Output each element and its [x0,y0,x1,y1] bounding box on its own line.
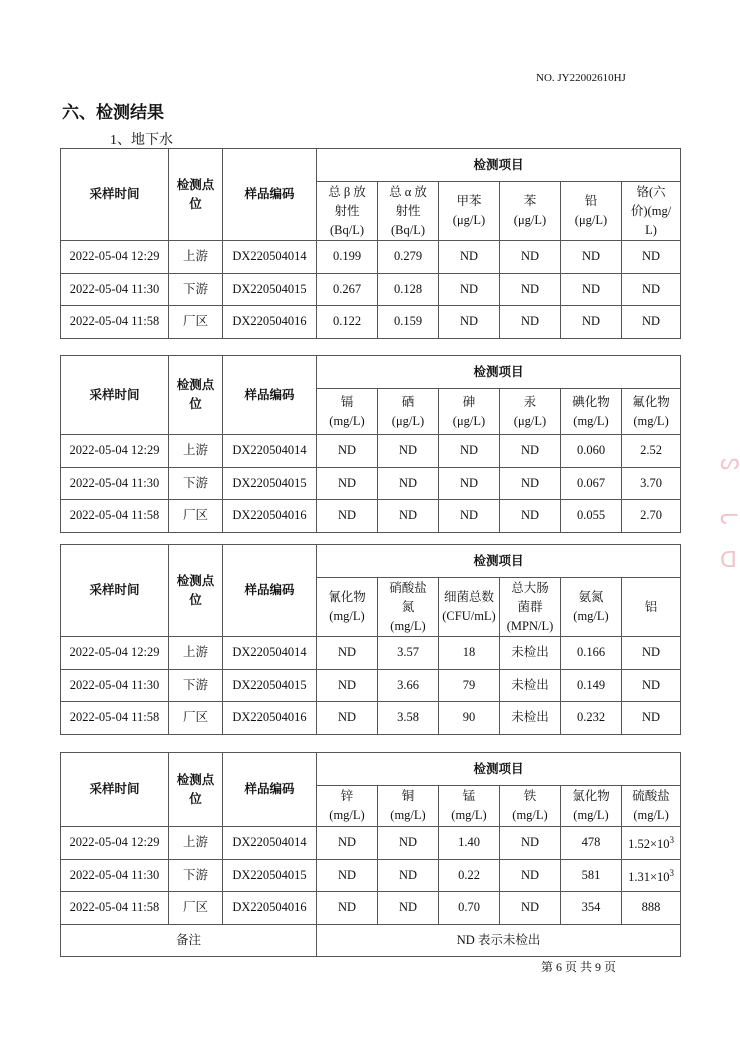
header-row [61,149,681,182]
item-header-line: 锌 [340,789,354,803]
item-header-line: (mg/L) [390,808,426,822]
header-test-items: 检测项目 [317,753,681,786]
sampling-time: 2022-05-04 11:58 [61,306,169,339]
item-header-line: 氮 [401,599,415,614]
result-value: 2.70 [622,500,681,533]
result-value: 0.232 [561,702,622,735]
remark-label: 备注 [61,924,317,957]
result-value: 3.70 [622,467,681,500]
result-value: ND [317,637,378,670]
result-value: 0.060 [561,435,622,468]
result-value: 1.40 [439,827,500,860]
table-row [61,892,681,925]
sampling-time: 2022-05-04 11:30 [61,467,169,500]
monitoring-point: 厂区 [169,500,223,533]
item-header-line: (mg/L) [633,413,669,428]
header-sampling-time: 采样时间 [61,356,169,435]
result-value: 未检出 [500,637,561,670]
sample-code: DX220504016 [223,892,317,925]
stamp-fragment: ᗡ [720,548,737,573]
result-value: ND [500,859,561,892]
item-header-line: (μg/L) [513,213,547,227]
item-header [500,182,561,241]
result-value: ND [439,500,500,533]
sample-code: DX220504015 [223,669,317,702]
item-header-line: (μg/L) [452,213,486,227]
item-header-line: 铁 [523,789,537,803]
header-row [61,356,681,389]
sample-code: DX220504016 [223,500,317,533]
item-header [500,786,561,827]
item-header-line: 硫酸盐 [632,789,670,803]
result-value: ND [378,467,439,500]
result-value: ND [317,827,378,860]
item-header-line: 细菌总数 [443,590,494,604]
sample-code: DX220504014 [223,827,317,860]
result-value: ND [500,273,561,306]
table-row [61,306,681,339]
header-monitoring-point: 检测点位 [169,356,223,435]
item-header-line: (Bq/L) [329,222,365,237]
result-value: 3.66 [378,669,439,702]
item-header-line: 射性 [395,203,421,218]
item-header [317,578,378,637]
header-row [61,545,681,578]
result-value: ND [622,306,681,339]
monitoring-point: 下游 [169,669,223,702]
header-sample-code: 样品编码 [223,149,317,241]
remark-text: ND 表示未检出 [317,924,681,957]
result-value: ND [622,241,681,274]
result-value: ND [439,435,500,468]
monitoring-point: 上游 [169,435,223,468]
item-header [561,182,622,241]
header-sampling-time: 采样时间 [61,149,169,241]
header-test-items: 检测项目 [317,545,681,578]
item-header [439,389,500,435]
item-header-line: 总大肠 [511,580,549,595]
document-number: NO. JY22002610HJ [536,72,626,84]
result-value: ND [378,859,439,892]
sample-code: DX220504014 [223,637,317,670]
result-value: ND [317,669,378,702]
subsection-title: 1、地下水 [110,133,173,148]
sampling-time: 2022-05-04 12:29 [61,827,169,860]
result-value: 0.22 [439,859,500,892]
result-value: 0.166 [561,637,622,670]
result-value: 0.149 [561,669,622,702]
result-value: ND [317,435,378,468]
header-sample-code: 样品编码 [223,753,317,827]
result-value: 0.159 [378,306,439,339]
result-value: ND [500,306,561,339]
result-value: 581 [561,859,622,892]
item-header-line: (mg/L) [573,413,609,428]
result-value: 90 [439,702,500,735]
sample-code: DX220504015 [223,273,317,306]
item-header-line: 苯 [523,194,537,208]
table-row [61,500,681,533]
result-value: 3.57 [378,637,439,670]
item-header-line: 价)(mg/ [630,203,672,218]
page-number: 第 6 页 共 9 页 [541,960,617,974]
item-header-line: (mg/L) [329,413,365,428]
item-header-line: 铅 [584,194,598,208]
item-header-line: (μg/L) [513,413,547,428]
item-header [500,389,561,435]
result-value: 354 [561,892,622,925]
monitoring-point: 上游 [169,827,223,860]
sample-code: DX220504015 [223,859,317,892]
section-title: 六、检测结果 [62,103,164,122]
result-value: 0.128 [378,273,439,306]
header-sampling-time: 采样时间 [61,545,169,637]
result-value: 0.055 [561,500,622,533]
item-header [622,182,681,241]
result-value: ND [439,241,500,274]
item-header-line: 氨氮 [578,590,604,604]
table-row [61,435,681,468]
table-row [61,637,681,670]
item-header [439,578,500,637]
item-header-line: 汞 [523,394,537,409]
result-value: ND [378,500,439,533]
result-value: ND [378,435,439,468]
monitoring-point: 下游 [169,467,223,500]
item-header-line: 氟化物 [632,394,670,409]
result-value: 79 [439,669,500,702]
table-row [61,241,681,274]
monitoring-point: 厂区 [169,306,223,339]
item-header-line: 铝 [644,599,658,614]
item-header-line: (mg/L) [329,609,365,623]
item-header [622,786,681,827]
result-value: ND [561,241,622,274]
result-value: $1.31\times 10^3$ [622,859,681,892]
results-table-3 [60,544,681,735]
result-value: 888 [622,892,681,925]
result-value: $1.52\times 10^3$ [622,827,681,860]
item-header-line: (mg/L) [329,808,365,822]
result-value: ND [622,702,681,735]
item-header [317,786,378,827]
result-value: ND [561,306,622,339]
result-value: 0.067 [561,467,622,500]
monitoring-point: 上游 [169,241,223,274]
result-value: ND [500,241,561,274]
result-value: ND [439,467,500,500]
item-header-line: 射性 [334,203,360,218]
item-header-line: (μg/L) [574,213,608,227]
item-header [439,182,500,241]
result-value: ND [317,702,378,735]
item-header-line: 甲苯 [456,194,482,208]
sampling-time: 2022-05-04 12:29 [61,241,169,274]
header-test-items: 检测项目 [317,149,681,182]
item-header [622,389,681,435]
table-row [61,273,681,306]
result-value: ND [317,892,378,925]
result-value: ND [500,892,561,925]
item-header-line: (mg/L) [633,808,669,822]
item-header [378,578,439,637]
item-header-line: 铬(六 [636,184,666,199]
result-value: 未检出 [500,702,561,735]
item-header-line: (mg/L) [390,618,426,633]
result-value: 18 [439,637,500,670]
monitoring-point: 下游 [169,273,223,306]
monitoring-point: 上游 [169,637,223,670]
item-header-line: 总 α 放 [389,184,427,199]
item-header-line: 碘化物 [572,394,610,409]
item-header [317,182,378,241]
results-table-4 [60,752,681,957]
item-header [317,389,378,435]
sample-code: DX220504015 [223,467,317,500]
stamp-fragment: ᔕ [720,450,740,475]
item-header-line: 氰化物 [328,590,366,604]
item-header-line: 硝酸盐 [389,580,427,595]
result-value: 478 [561,827,622,860]
remark-row [61,924,681,957]
result-value: ND [500,827,561,860]
item-header [500,578,561,637]
monitoring-point: 厂区 [169,702,223,735]
table-row [61,702,681,735]
result-value: 0.279 [378,241,439,274]
header-sample-code: 样品编码 [223,356,317,435]
result-value: 0.267 [317,273,378,306]
item-header [378,182,439,241]
item-header-line: 铜 [401,789,415,803]
result-value: 3.58 [378,702,439,735]
sampling-time: 2022-05-04 11:30 [61,669,169,702]
table-row [61,467,681,500]
item-header [378,786,439,827]
table-row [61,859,681,892]
item-header [439,786,500,827]
result-value: 2.52 [622,435,681,468]
result-value: ND [439,273,500,306]
sample-code: DX220504016 [223,306,317,339]
sample-code: DX220504014 [223,241,317,274]
result-value: ND [622,669,681,702]
sampling-time: 2022-05-04 12:29 [61,637,169,670]
result-value: ND [561,273,622,306]
item-header-line: (CFU/mL) [442,609,496,623]
sample-code: DX220504014 [223,435,317,468]
stamp-fragment: ᓕ [720,505,739,530]
result-value: ND [317,859,378,892]
sampling-time: 2022-05-04 11:30 [61,859,169,892]
result-value: 未检出 [500,669,561,702]
header-monitoring-point: 检测点位 [169,753,223,827]
table-row [61,827,681,860]
item-header-line: (mg/L) [512,808,548,822]
header-sample-code: 样品编码 [223,545,317,637]
item-header-line: 锰 [462,789,476,803]
sampling-time: 2022-05-04 11:30 [61,273,169,306]
item-header [561,786,622,827]
result-value: ND [500,467,561,500]
monitoring-point: 下游 [169,859,223,892]
sampling-time: 2022-05-04 11:58 [61,500,169,533]
result-value: ND [622,273,681,306]
result-value: 0.70 [439,892,500,925]
sampling-time: 2022-05-04 11:58 [61,702,169,735]
item-header-line: (MPN/L) [506,618,554,633]
item-header-line: 菌群 [517,599,543,614]
item-header [622,578,681,637]
header-sampling-time: 采样时间 [61,753,169,827]
monitoring-point: 厂区 [169,892,223,925]
item-header-line: L) [645,222,657,237]
header-monitoring-point: 检测点位 [169,149,223,241]
item-header-line: (mg/L) [573,609,609,623]
header-test-items: 检测项目 [317,356,681,389]
header-monitoring-point: 检测点位 [169,545,223,637]
result-value: ND [317,467,378,500]
result-value: ND [439,306,500,339]
item-header-line: (mg/L) [451,808,487,822]
header-row [61,753,681,786]
sample-code: DX220504016 [223,702,317,735]
table-row [61,669,681,702]
item-header-line: (μg/L) [391,413,425,428]
item-header-line: 硒 [401,394,415,409]
sampling-time: 2022-05-04 11:58 [61,892,169,925]
item-header-line: 镉 [340,394,354,409]
results-table-2 [60,355,681,533]
results-table-1 [60,148,681,339]
result-value: ND [500,435,561,468]
result-value: 0.122 [317,306,378,339]
result-value: ND [622,637,681,670]
item-header [378,389,439,435]
sampling-time: 2022-05-04 12:29 [61,435,169,468]
item-header-line: 砷 [462,394,476,409]
item-header-line: (μg/L) [452,413,486,428]
item-header [561,389,622,435]
item-header-line: (Bq/L) [390,222,426,237]
result-value: ND [378,892,439,925]
result-value: ND [378,827,439,860]
item-header-line: (mg/L) [573,808,609,822]
item-header [561,578,622,637]
item-header-line: 氯化物 [572,789,610,803]
item-header-line: 总 β 放 [328,184,366,199]
result-value: 0.199 [317,241,378,274]
result-value: ND [500,500,561,533]
result-value: ND [317,500,378,533]
